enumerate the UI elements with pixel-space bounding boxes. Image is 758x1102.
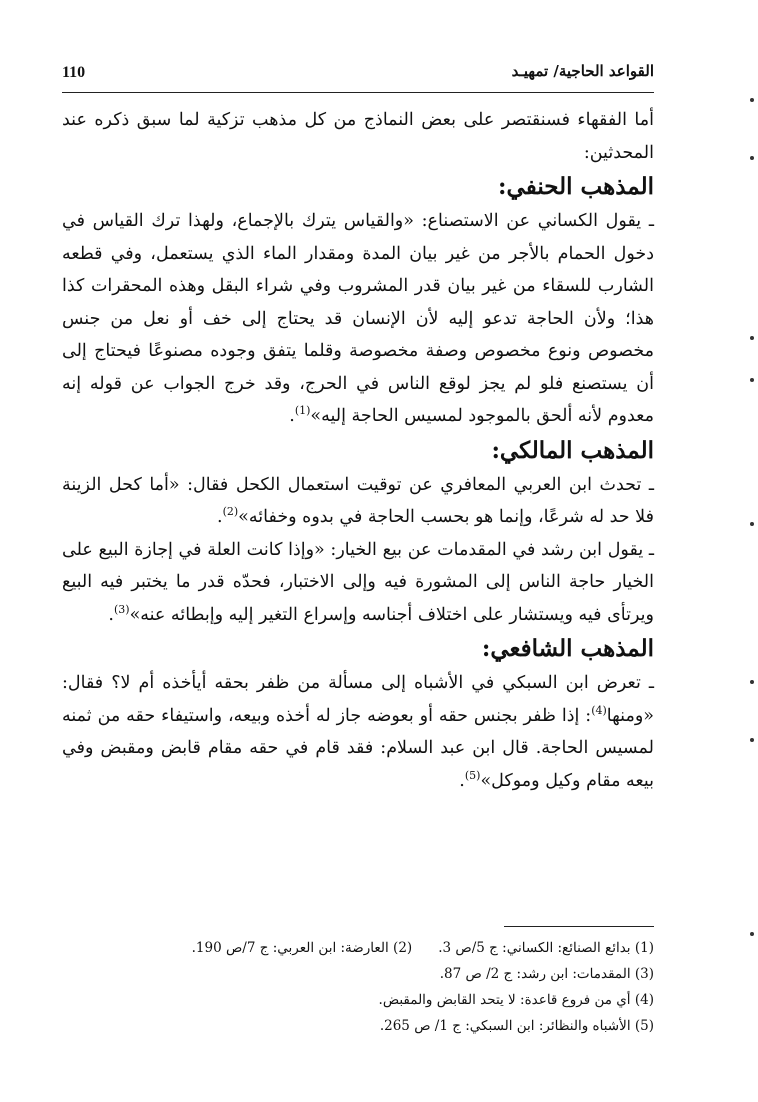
running-title: القواعد الحاجية/ تمهيـد — [511, 62, 654, 80]
footnote-ref-1: (1) — [294, 404, 311, 418]
footnote-4: (4) أي من فروع قاعدة: لا يتحد القابض والمقبض. — [378, 992, 654, 1008]
hanafi-end: . — [289, 406, 295, 426]
heading-hanafi: المذهب الحنفي: — [498, 173, 654, 200]
margin-dot-icon — [750, 738, 754, 742]
shafii-end: . — [459, 770, 465, 791]
margin-dot-icon — [750, 336, 754, 340]
footnote-divider — [504, 926, 654, 927]
hanafi-paragraph — [62, 205, 654, 433]
maliki-text-1: ـ تحدث ابن العربي المعافري عن توقيت استعمال الكحل فقال: «أما كحل الزينة فلا حد له شرعًا، وإنما هو بحسب الحاجة في بدوه وخفائه» — [62, 474, 654, 527]
footnotes — [62, 926, 654, 1039]
shafii-text-b: : إذا ظفر بجنس حقه أو بعوضه جاز له أخذه وبيعه، واستيفاء حقه من ثمنه لمسيس الحاجة. قال ابن عبد السلام: فقد قام في حقه مقام قابض ومقبض وفي بيعه مقام وكيل وموكل» — [62, 705, 654, 791]
heading-shafii: المذهب الشافعي: — [481, 635, 654, 662]
page-header — [62, 60, 654, 93]
footnote-5: (5) الأشباه والنظائر: ابن السبكي: ج 1/ ص 265. — [379, 1018, 654, 1034]
footnote-1: (1) بدائع الصنائع: الكساني: ج 5/ص 3. — [438, 940, 654, 956]
page-number: 110 — [62, 64, 86, 81]
margin-dot-icon — [750, 680, 754, 684]
footnote-ref-2: (2) — [222, 505, 239, 519]
footnote-line-1 — [62, 935, 654, 961]
page-body — [62, 104, 654, 797]
margin-dot-icon — [750, 522, 754, 526]
margin-dot-icon — [750, 932, 754, 936]
shafii-text-a: ـ تعرض ابن السبكي في الأشباه إلى مسألة من ظفر بحقه أيأخذه أم لا؟ فقال: «ومنها — [62, 673, 654, 726]
maliki-text-2: ـ يقول ابن رشد في المقدمات عن بيع الخيار: «وإذا كانت العلة في إجازة البيع على الخيار حاجة الناس إلى المشورة فيه وإلى الاختبار، فحدّه قدر ما يختبر فيه البيع ويرتأى فيه ويستشار على اختلاف أجناسه وإسراع التغير إليه وإبطائه عنه» — [62, 539, 654, 625]
footnote-ref-3: (3) — [113, 602, 130, 616]
heading-maliki: المذهب المالكي: — [491, 436, 654, 464]
footnote-ref-5: (5) — [464, 768, 481, 782]
margin-dot-icon — [750, 98, 754, 102]
maliki-paragraph-2 — [62, 534, 654, 632]
margin-dot-icon — [750, 156, 754, 160]
maliki-paragraph-1 — [62, 469, 654, 534]
shafii-paragraph — [62, 667, 654, 797]
footnote-3: (3) المقدمات: ابن رشد: ج 2/ ص 87. — [439, 966, 654, 982]
maliki-end-1: . — [217, 507, 223, 527]
footnote-ref-4: (4) — [591, 703, 607, 717]
maliki-end-2: . — [108, 604, 114, 625]
intro-paragraph: أما الفقهاء فسنقتصر على بعض النماذج من كل مذهب تزكية لما سبق ذكره عند المحدثين: — [62, 110, 654, 163]
footnote-2: (2) العارضة: ابن العربي: ج 7/ص 190. — [191, 940, 413, 956]
hanafi-text: ـ يقول الكساني عن الاستصناع: «والقياس يترك بالإجماع، ولهذا ترك القياس في دخول الحمام بالأجر من غير بيان المدة ومقدار الماء الذي يستعمل، وفي قطعه الشارب للسقاء من غير بيان قدر المشروب وفي شراء البقل وهذه المحقرات كذا هذا؛ ولأن الحاجة تدعو إليه لأن الإنسان قد يحتاج إلى خف أو نعل من جنس مخصوص ونوع مخصوص وصفة مخصوصة وقلما يتفق وجوده مصنوعًا فيحتاج إلى أن يستصنع فلو لم يجز لوقع الناس في الحرج، وقد خرج الجواب عن قوله إنه معدوم لأنه ألحق بالموجود لمسيس الحاجة إليه» — [62, 211, 654, 426]
margin-dot-icon — [750, 378, 754, 382]
